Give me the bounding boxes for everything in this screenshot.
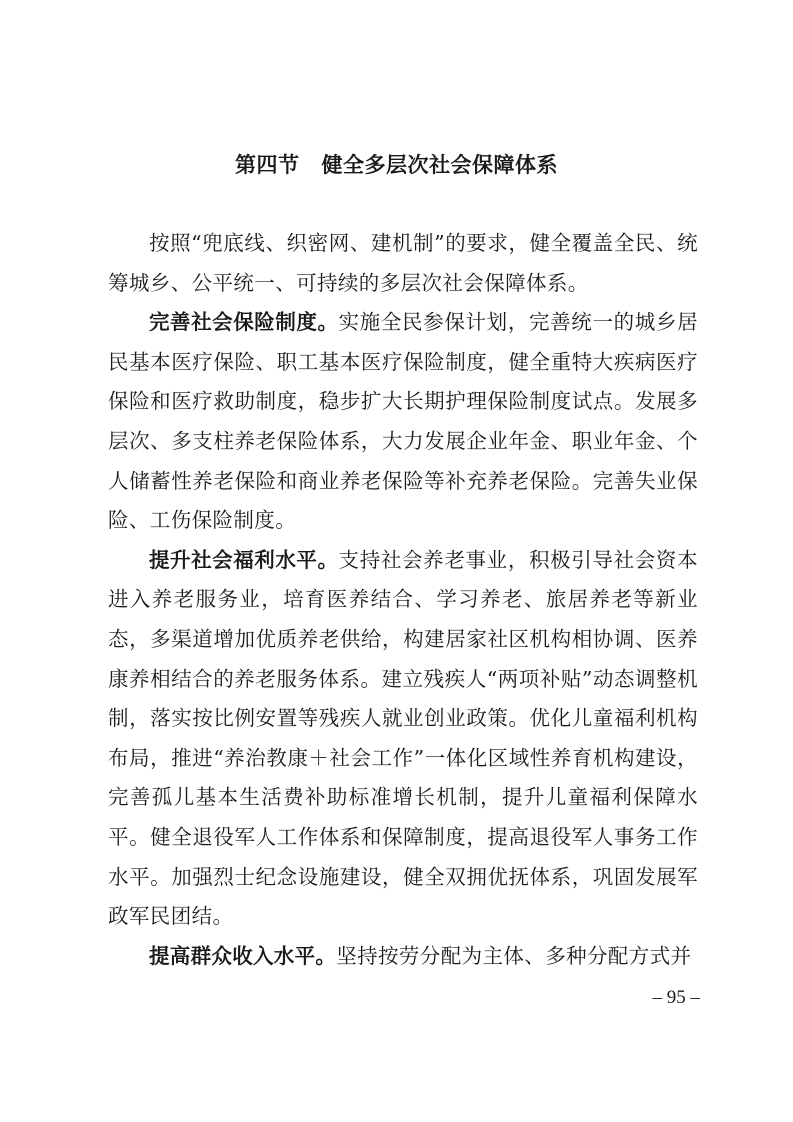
paragraph-lead: 提升社会福利水平。 — [149, 547, 339, 572]
paragraph-lead: 提高群众收入水平。 — [149, 943, 337, 968]
paragraph-social-welfare — [108, 541, 698, 937]
paragraph-social-insurance — [108, 303, 698, 541]
section-label: 第四节 — [235, 153, 300, 177]
paragraph-income — [108, 937, 698, 977]
paragraph-lead: 完善社会保险制度。 — [149, 310, 339, 335]
section-title: 健全多层次社会保障体系 — [321, 153, 558, 177]
paragraph-text: 实施全民参保计划，完善统一的城乡居民基本医疗保险、职工基本医疗保险制度，健全重特大疾病医疗保险和医疗救助制度，稳步扩大长期护理保险制度试点。发展多层次、多支柱养老保险体系，大力发展企业年金、职业年金、个人储蓄性养老保险和商业养老保险等补充养老保险。完善失业保险、工伤保险制度。 — [108, 310, 698, 533]
paragraph-text: 坚持按劳分配为主体、多种分配方式并 — [336, 943, 692, 968]
paragraph-intro — [108, 224, 698, 303]
page-number: – 95 – — [652, 987, 700, 1008]
paragraph-text: 按照“兜底线、织密网、建机制”的要求，健全覆盖全民、统筹城乡、公平统一、可持续的多层次社会保障体系。 — [108, 231, 698, 295]
document-body — [108, 224, 698, 976]
paragraph-text: 支持社会养老事业，积极引导社会资本进入养老服务业，培育医养结合、学习养老、旅居养老等新业态，多渠道增加优质养老供给，构建居家社区机构相协调、医养康养相结合的养老服务体系。建立残疾人“两项补贴”动态调整机制，落实按比例安置等残疾人就业创业政策。优化儿童福利机构布局，推进“养治教康＋社会工作”一体化区域性养育机构建设，完善孤儿基本生活费补助标准增长机制，提升儿童福利保障水平。健全退役军人工作体系和保障制度，提高退役军人事务工作水平。加强烈士纪念设施建设，健全双拥优抚体系，巩固发展军政军民团结。 — [108, 547, 698, 929]
section-heading — [0, 150, 793, 180]
